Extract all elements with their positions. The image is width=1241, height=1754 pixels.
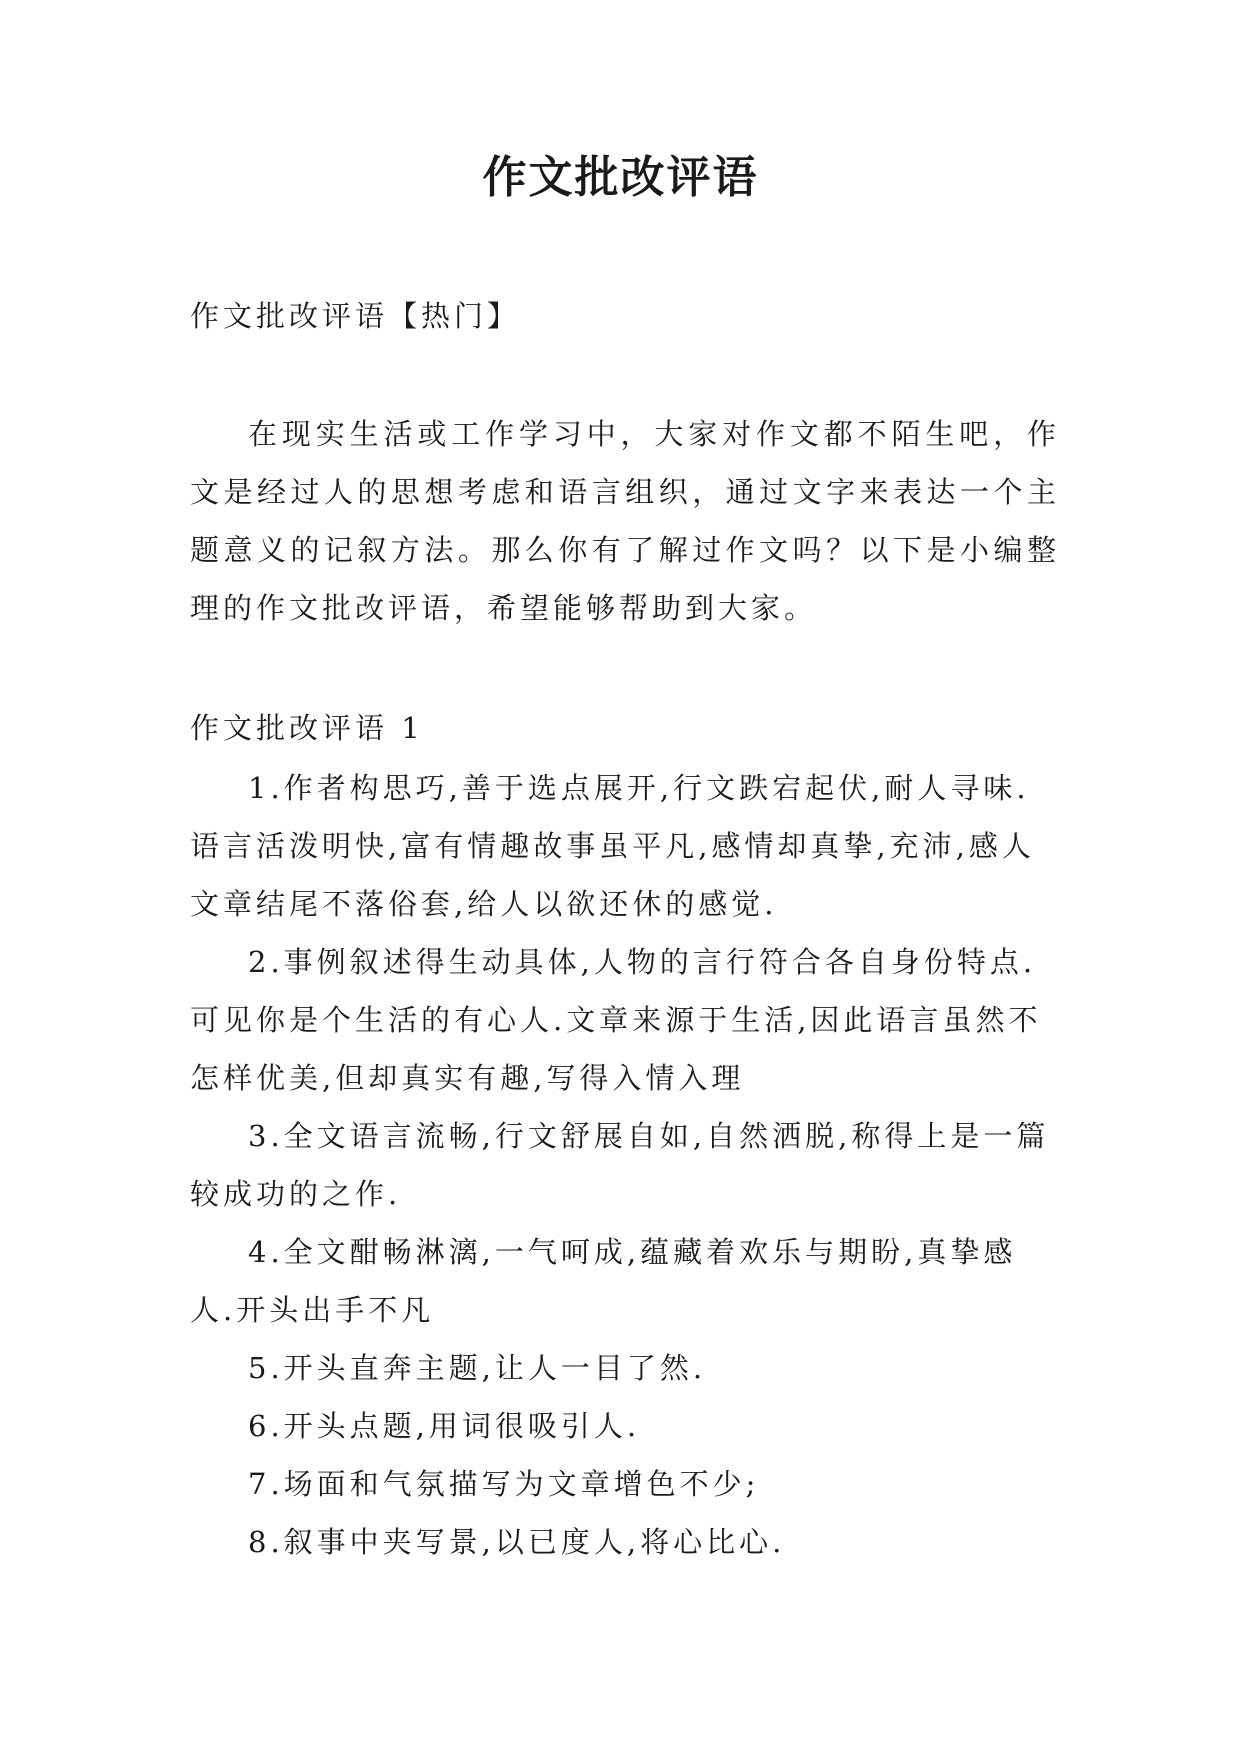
comment-item-6: 6.开头点题,用词很吸引人. — [248, 1409, 641, 1443]
document-title: 作文批改评语 — [482, 152, 759, 203]
comment-list — [190, 759, 1060, 1571]
comment-item-8: 8.叙事中夹写景,以已度人,将心比心. — [248, 1525, 786, 1559]
document-body — [190, 287, 1060, 1571]
comment-item-1: 1.作者构思巧,善于选点展开,行文跌宕起伏,耐人寻味.语言活泼明快,富有情趣故事虽平凡,感情却真挚,充沛,感人文章结尾不落俗套,给人以欲还休的感觉. — [190, 771, 1035, 921]
comment-item-5: 5.开头直奔主题,让人一目了然. — [248, 1351, 707, 1385]
comment-item-3: 3.全文语言流畅,行文舒展自如,自然洒脱,称得上是一篇较成功的之作. — [190, 1119, 1050, 1211]
comment-item-2: 2.事例叙述得生动具体,人物的言行符合各自身份特点.可见你是个生活的有心人.文章来源于生活,因此语言虽然不怎样优美,但却真实有趣,写得入情入理 — [190, 945, 1042, 1095]
document-subtitle: 作文批改评语【热门】 — [190, 299, 521, 333]
comment-item-4: 4.全文酣畅淋漓,一气呵成,蕴藏着欢乐与期盼,真挚感人.开头出手不凡 — [190, 1235, 1017, 1327]
comment-item-7: 7.场面和气氛描写为文章增色不少; — [248, 1467, 760, 1501]
intro-paragraph: 在现实生活或工作学习中，大家对作文都不陌生吧，作文是经过人的思想考虑和语言组织，通过文字来表达一个主题意义的记叙方法。那么你有了解过作文吗？以下是小编整理的作文批改评语，希望能够帮助到大家。 — [190, 417, 1060, 625]
section-heading: 作文批改评语 1 — [190, 711, 424, 745]
